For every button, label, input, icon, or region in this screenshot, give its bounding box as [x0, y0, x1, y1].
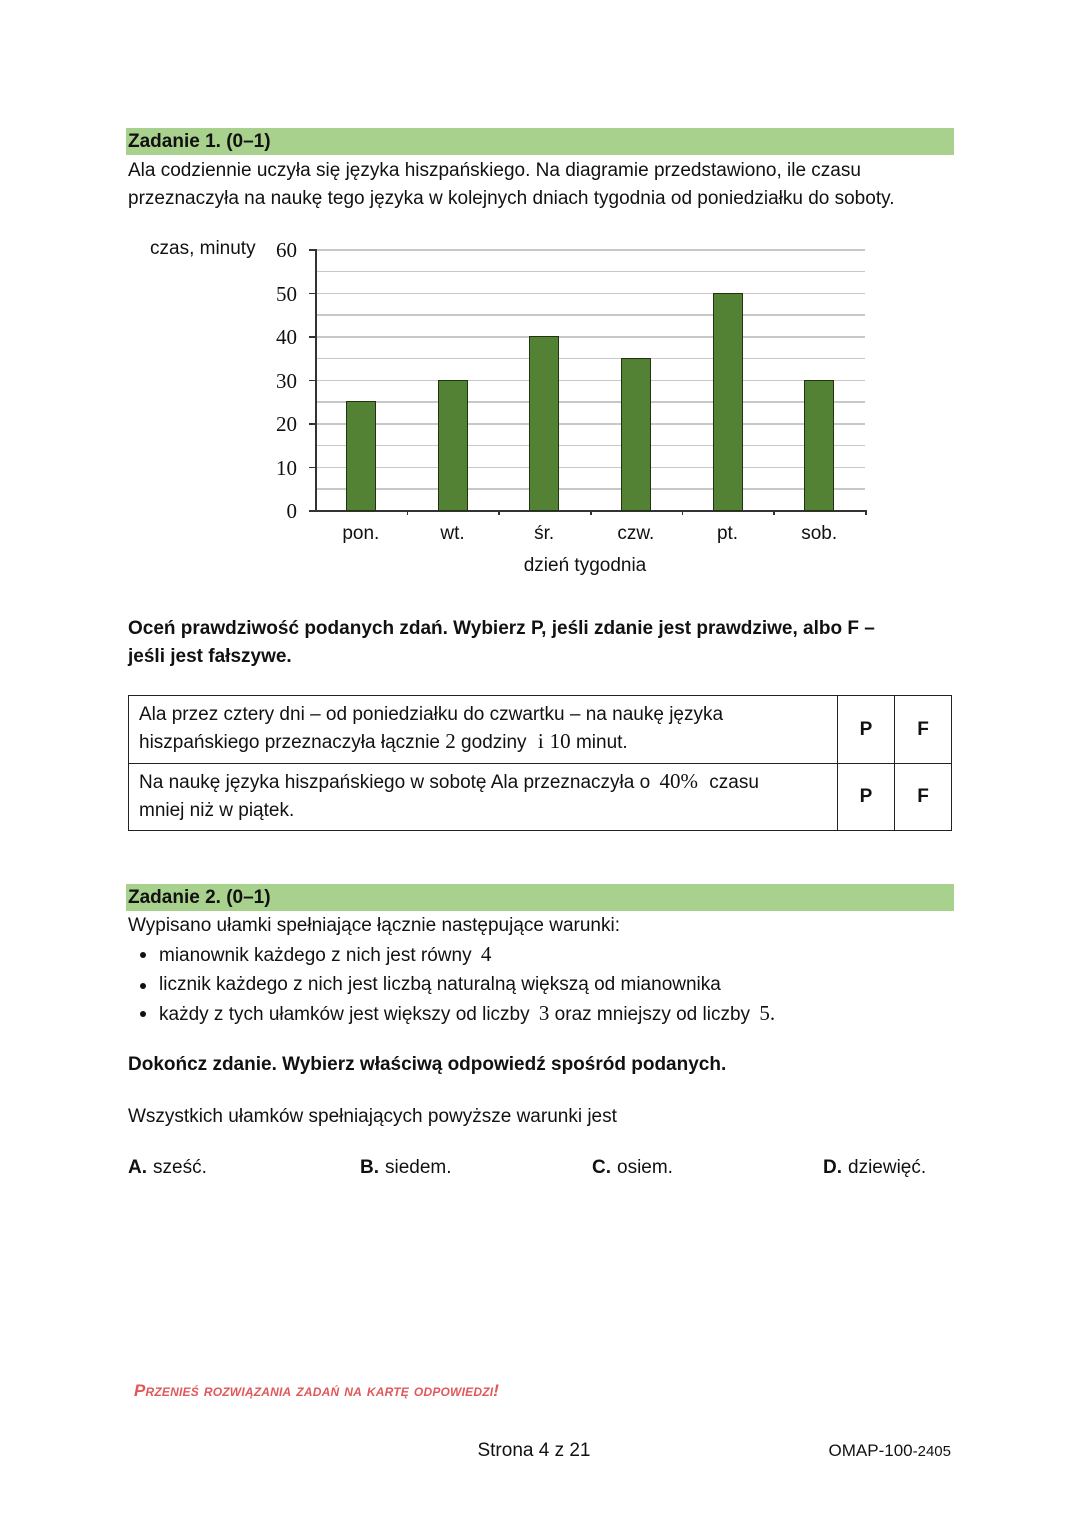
y-tick-label: 0	[286, 499, 297, 523]
gridline	[315, 249, 865, 251]
bar-2	[529, 336, 559, 511]
answer-a[interactable]	[128, 1157, 207, 1179]
gridline	[315, 336, 865, 338]
task-1-header: Zadanie 1. (0–1)	[126, 128, 954, 155]
y-tick-label: 20	[276, 412, 297, 436]
transfer-answers-warning: Przenieś rozwiązania zadań na kartę odpowiedzi!	[134, 1381, 500, 1400]
option-p-statement-2[interactable]: P	[838, 764, 895, 831]
answer-letter: A.	[128, 1157, 147, 1178]
y-axis-title: czas, minuty	[150, 238, 256, 259]
x-tick-label: czw.	[617, 523, 655, 544]
statement-2-text: czasu	[703, 772, 759, 793]
statement-1-line-2	[139, 728, 827, 757]
x-tick-label: śr.	[534, 523, 555, 544]
exam-code-main: OMAP-100	[828, 1441, 913, 1460]
gridline	[315, 271, 865, 273]
gridline	[315, 401, 865, 403]
answer-letter: D.	[823, 1157, 842, 1178]
gridline	[315, 467, 865, 469]
y-tick-label: 60	[276, 238, 297, 262]
answer-text: siedem.	[385, 1157, 452, 1178]
answer-text: sześć.	[153, 1157, 207, 1178]
conditions-list	[136, 940, 775, 1030]
statement-2-text: Na naukę języka hiszpańskiego w sobotę Ala przeznaczyła o	[139, 772, 656, 793]
x-tick-mark	[407, 510, 409, 515]
condition-text: licznik każdego z nich jest liczbą naturalną większą od mianownika	[159, 973, 721, 995]
true-false-table	[128, 695, 952, 831]
statement-2-line-2: mniej niż w piątek.	[139, 799, 295, 821]
gridline	[315, 358, 865, 360]
statement-row	[129, 696, 952, 764]
statement-1-text: hiszpańskiego przeznaczyła łącznie	[139, 732, 446, 753]
x-tick-mark	[682, 510, 684, 515]
option-p-statement-1[interactable]: P	[838, 696, 895, 764]
x-tick-mark	[590, 510, 592, 515]
condition-item	[136, 999, 775, 1030]
option-f-statement-1[interactable]: F	[895, 696, 952, 764]
math-value: 40%	[659, 769, 698, 793]
x-tick-mark	[865, 510, 867, 515]
task-1-instruction	[128, 615, 958, 670]
math-value: i	[537, 729, 544, 753]
condition-text: każdy z tych ułamków jest większy od liczby	[159, 1004, 535, 1025]
math-value: 2	[445, 729, 456, 753]
condition-item	[136, 971, 775, 1000]
task-1-intro-line-2: przeznaczyła na naukę tego języka w kolejnych dniach tygodnia od poniedziałku do soboty.	[128, 187, 895, 209]
statement-row	[129, 764, 952, 831]
gridline	[315, 488, 865, 490]
x-tick-label: wt.	[440, 523, 465, 544]
task-1-intro-line-1: Ala codziennie uczyła się języka hiszpańskiego. Na diagramie przedstawiono, ile czasu	[128, 160, 861, 181]
math-value: 3	[538, 1001, 550, 1025]
bar-3	[621, 358, 651, 511]
gridline	[315, 423, 865, 425]
exam-code	[829, 1441, 951, 1461]
task-2-instruction: Dokończ zdanie. Wybierz właściwą odpowiedź spośród podanych.	[128, 1054, 727, 1075]
statement-1-line-1: Ala przez cztery dni – od poniedziałku do czwartku – na naukę języka	[139, 703, 724, 725]
bar-1	[438, 380, 468, 512]
math-value: 5	[759, 1001, 770, 1025]
task-2-header: Zadanie 2. (0–1)	[126, 884, 954, 911]
answer-text: osiem.	[617, 1157, 673, 1178]
answer-letter: C.	[592, 1157, 611, 1178]
statement-1-text: godziny	[455, 732, 532, 753]
x-tick-mark	[498, 510, 500, 515]
bar-chart	[140, 232, 880, 592]
statement-2-line-1	[139, 768, 827, 797]
condition-item	[136, 940, 775, 971]
bar-4	[713, 293, 743, 512]
task-1-instruction-line-2: jeśli jest fałszywe.	[128, 645, 292, 667]
y-tick-label: 40	[276, 325, 297, 349]
y-tick-label: 30	[276, 368, 297, 393]
condition-text: .	[769, 1001, 776, 1025]
x-tick-label: pt.	[716, 523, 739, 544]
math-value: 10	[549, 729, 571, 753]
x-tick-label: sob.	[801, 523, 838, 544]
exam-code-suffix: -2405	[912, 1443, 951, 1460]
bar-0	[346, 401, 376, 511]
y-axis	[315, 249, 317, 511]
statement-1	[129, 696, 838, 764]
x-tick-label: pon.	[342, 523, 380, 544]
task-2-stem: Wszystkich ułamków spełniających powyższe warunki jest	[128, 1106, 617, 1127]
task-1-intro	[128, 157, 958, 212]
x-tick-mark	[773, 510, 775, 515]
page-number: Strona 4 z 21	[477, 1440, 591, 1461]
x-axis-title: dzień tygodnia	[523, 555, 647, 576]
answer-letter: B.	[360, 1157, 379, 1178]
condition-text: oraz mniejszy od liczby	[549, 1004, 756, 1025]
y-tick-label: 10	[276, 455, 297, 480]
answer-d[interactable]	[823, 1157, 926, 1179]
task-2-intro: Wypisano ułamki spełniające łącznie następujące warunki:	[128, 915, 620, 936]
gridline	[315, 380, 865, 382]
gridline	[315, 314, 865, 316]
math-value: 4	[480, 942, 492, 966]
gridline	[315, 445, 865, 447]
answer-b[interactable]	[360, 1157, 452, 1179]
condition-text: mianownik każdego z nich jest równy	[159, 945, 477, 966]
task-1-instruction-line-1: Oceń prawdziwość podanych zdań. Wybierz P, jeśli zdanie jest prawdziwe, albo F –	[128, 618, 875, 639]
statement-2	[129, 764, 838, 831]
answer-c[interactable]	[592, 1157, 673, 1179]
statement-1-text: minut.	[570, 732, 628, 753]
answer-text: dziewięć.	[848, 1157, 927, 1178]
gridline	[315, 293, 865, 295]
bar-5	[804, 380, 834, 512]
option-f-statement-2[interactable]: F	[895, 764, 952, 831]
y-tick-label: 50	[276, 281, 297, 306]
